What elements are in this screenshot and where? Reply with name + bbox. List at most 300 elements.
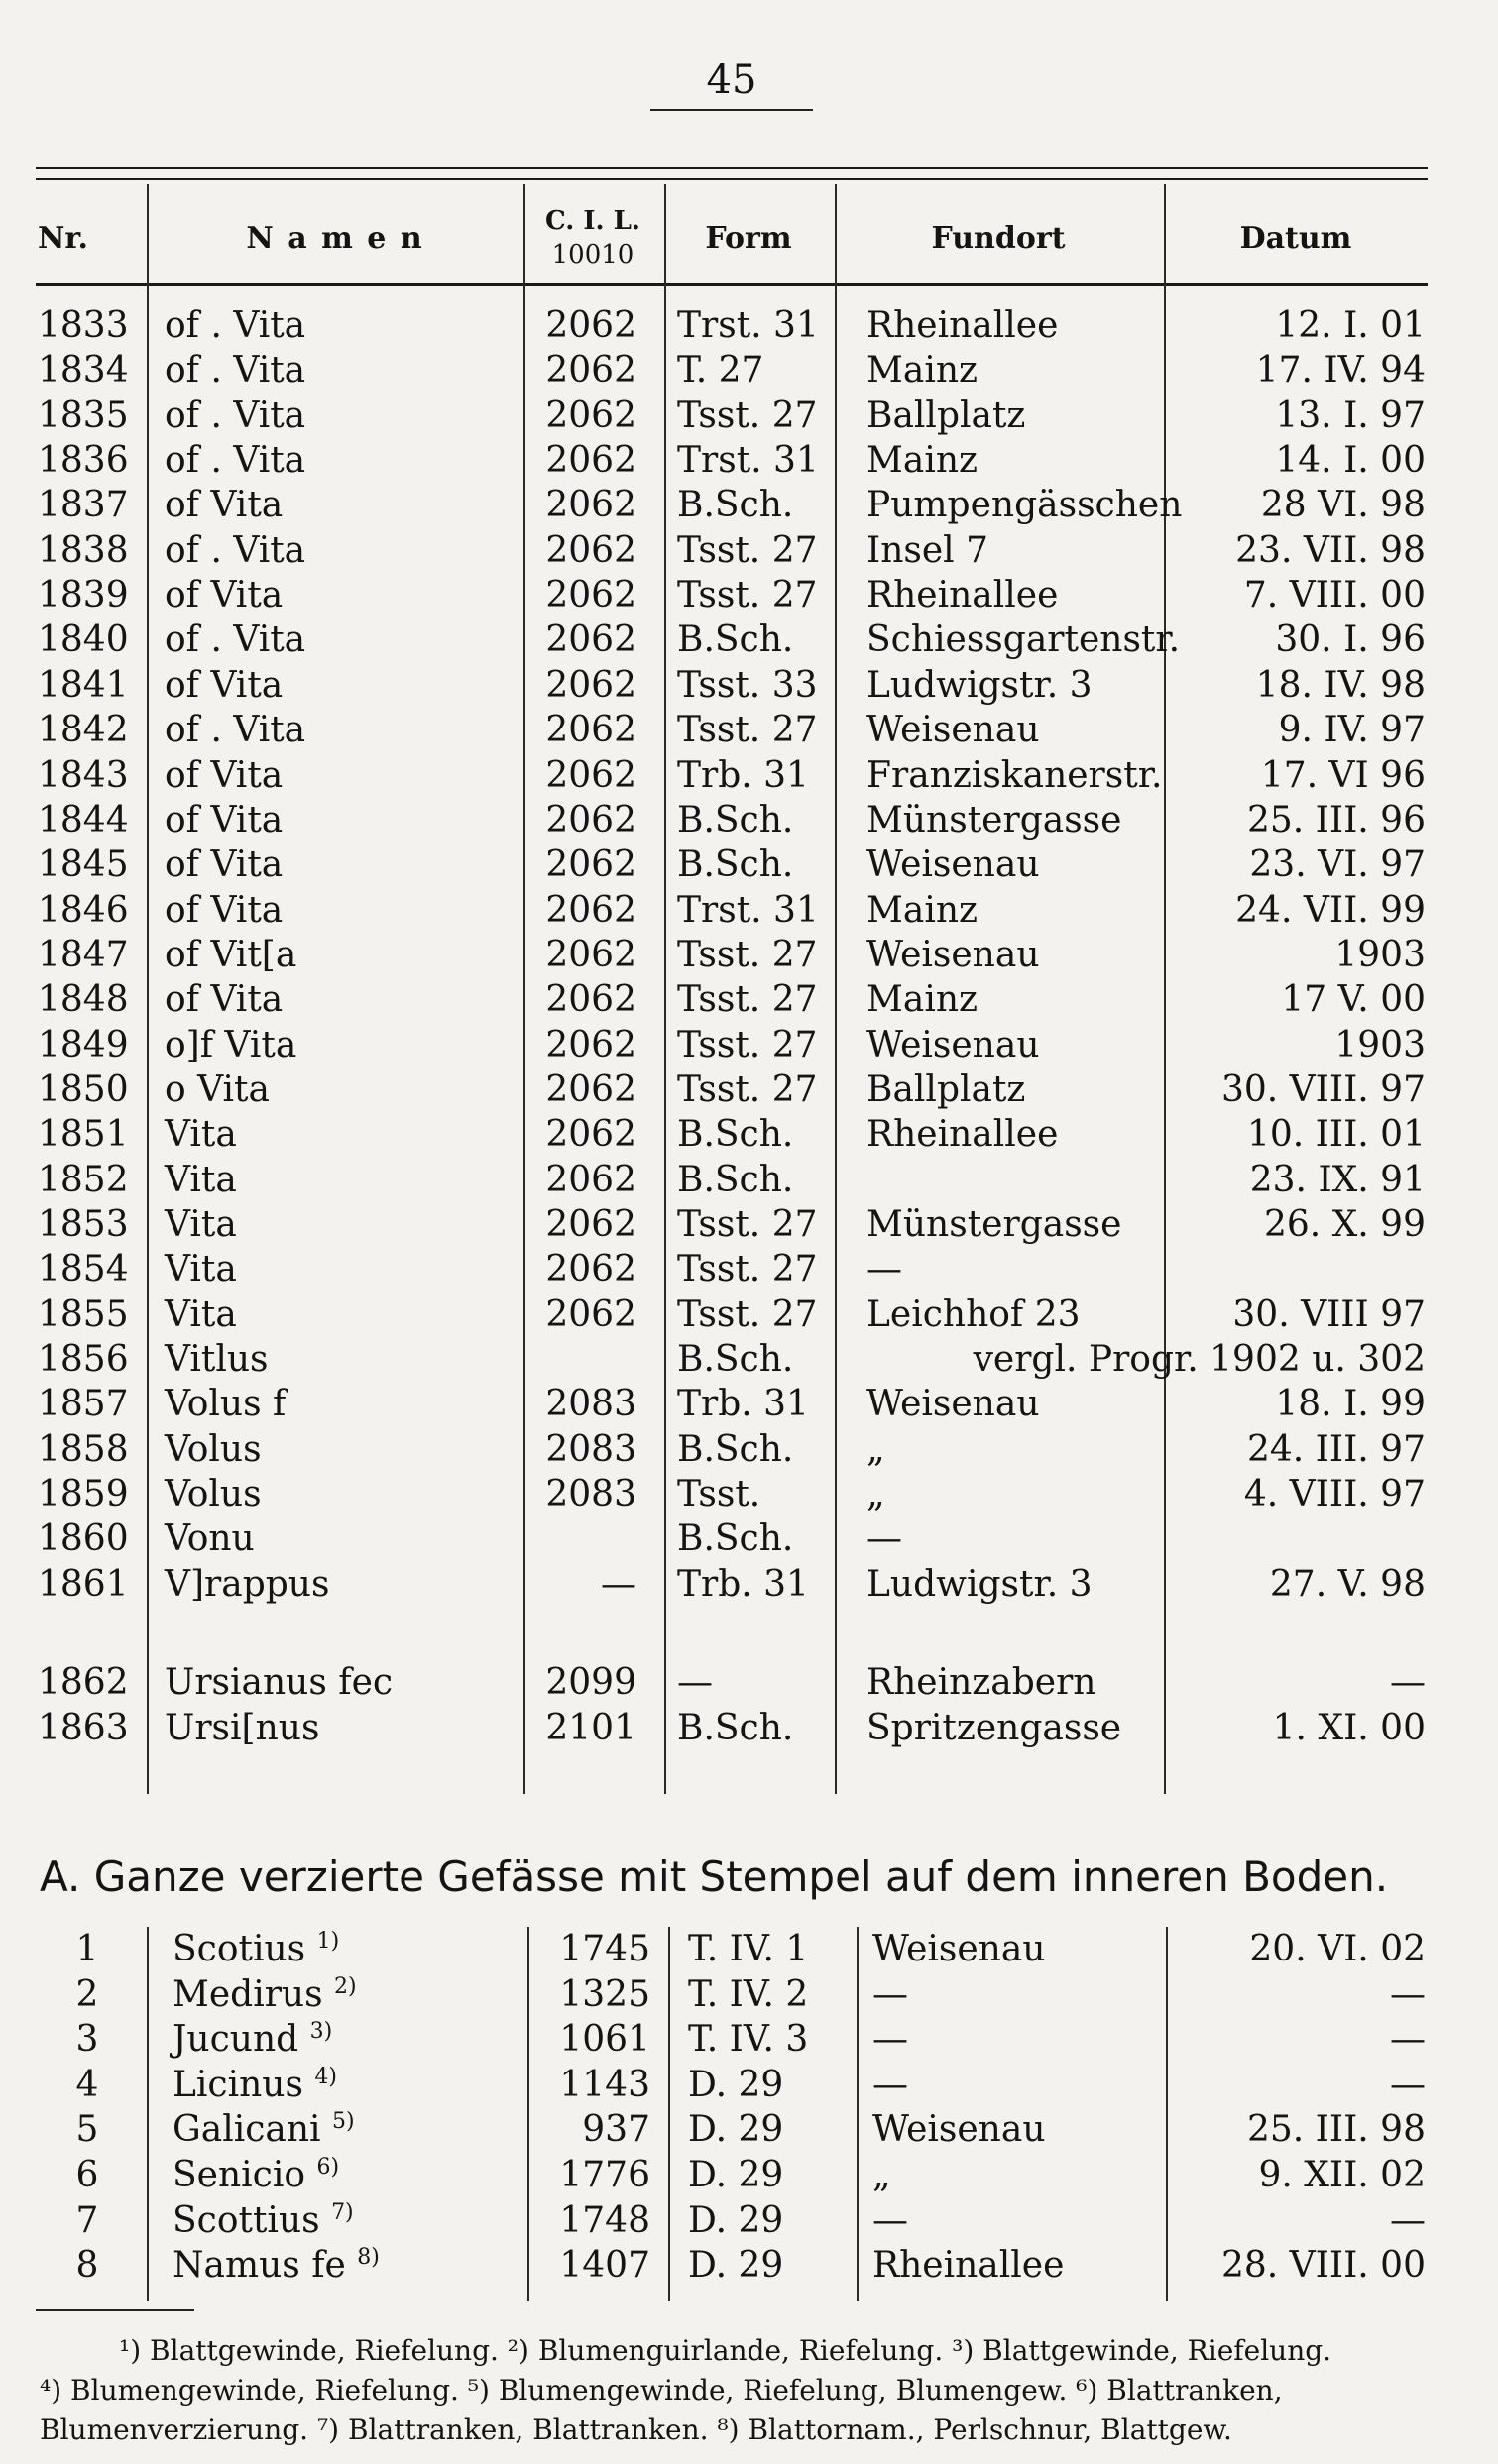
table-row	[0, 303, 1498, 348]
find-date: 30. VIII 97	[1232, 1293, 1426, 1335]
vessel-form: T. 27	[677, 350, 764, 392]
row-number: 1854	[38, 1249, 129, 1290]
vessel-form: Tsst.	[677, 1474, 761, 1515]
find-location: „	[866, 1428, 885, 1470]
find-location: Leichhof 23	[866, 1293, 1081, 1335]
cil-number: 2062	[545, 575, 636, 616]
cil-number: 2062	[545, 710, 636, 751]
table-row	[0, 1023, 1498, 1067]
vessel-form: Tsst. 27	[677, 575, 818, 616]
cil-number: 2062	[545, 619, 636, 661]
footnote-marker: 6)	[316, 2155, 340, 2180]
footnote-marker: 1)	[316, 1929, 340, 1954]
row-number: 1857	[38, 1384, 129, 1425]
program-reference: vergl. Progr. 1902 u. 302	[973, 1339, 1426, 1381]
find-date: 26. X. 99	[1263, 1204, 1426, 1245]
footnote-marker: 7)	[331, 2199, 354, 2225]
section-title: A. Ganze verzierte Gefässe mit Stempel auf dem inneren Boden.	[40, 1852, 1389, 1901]
stamp-name: of . Vita	[165, 350, 306, 392]
cil-number: 1407	[559, 2245, 650, 2287]
stamp-name	[173, 2243, 529, 2288]
stamp-name: of Vita	[165, 844, 284, 886]
cil-number: 2062	[545, 979, 636, 1021]
table-row	[0, 1516, 1498, 1561]
find-location: Ballplatz	[866, 1068, 1026, 1110]
vessel-form: B.Sch.	[677, 1428, 794, 1470]
cil-number: 2062	[545, 529, 636, 571]
vessel-form: Tsst. 27	[677, 529, 818, 571]
table-row	[0, 2198, 1498, 2243]
vessel-form: Tsst. 33	[677, 664, 818, 706]
header-datum: Datum	[1239, 220, 1352, 256]
vessel-form: D. 29	[688, 2064, 784, 2105]
vessel-form: T. IV. 1	[688, 1929, 809, 1969]
find-location: Weisenau	[866, 934, 1040, 975]
vessel-form: T. IV. 2	[688, 1973, 809, 2015]
row-number: 1836	[38, 440, 129, 482]
row-number: 2	[75, 1973, 99, 2015]
find-location: Mainz	[866, 440, 978, 482]
cil-number: 2062	[545, 1114, 636, 1156]
table-row	[0, 1427, 1498, 1472]
find-date: 14. I. 00	[1275, 440, 1426, 482]
table-row	[0, 2153, 1498, 2197]
find-location: Mainz	[866, 979, 978, 1021]
find-location: Ludwigstr. 3	[866, 1563, 1093, 1605]
find-date: 10. III. 01	[1246, 1114, 1426, 1156]
stamp-name: of . Vita	[165, 394, 306, 436]
find-date: 17. IV. 94	[1255, 350, 1426, 392]
footnote-marker: 2)	[334, 1973, 357, 1999]
vessel-form: B.Sch.	[677, 1159, 794, 1200]
find-date: 24. VII. 99	[1235, 889, 1426, 931]
stamp-name	[173, 1927, 529, 1971]
find-date: 4. VIII. 97	[1243, 1474, 1426, 1515]
find-location: Münstergasse	[866, 1204, 1122, 1245]
find-date: 24. III. 97	[1246, 1428, 1426, 1470]
cil-number: 2083	[545, 1428, 636, 1470]
table-row	[0, 1382, 1498, 1426]
row-number: 1855	[38, 1293, 129, 1335]
header-cil	[523, 198, 662, 278]
find-date: 13. I. 97	[1275, 394, 1426, 436]
cil-number: 2062	[545, 799, 636, 840]
cil-number: 937	[582, 2109, 650, 2151]
table-row	[0, 798, 1498, 842]
cil-number: 1325	[559, 1973, 650, 2015]
row-number: 1844	[38, 799, 129, 840]
cil-number: 2062	[545, 440, 636, 482]
find-location: Schiessgartenstr.	[866, 619, 1181, 661]
row-number: 1834	[38, 350, 129, 392]
row-number: 1847	[38, 934, 129, 975]
find-date: —	[1390, 2064, 1426, 2105]
find-location: „	[866, 1474, 885, 1515]
vessel-form: Tsst. 27	[677, 1068, 818, 1110]
row-number: 1840	[38, 619, 129, 661]
find-location: Ludwigstr. 3	[866, 664, 1093, 706]
cil-number: 2083	[545, 1474, 636, 1515]
table-row	[0, 1292, 1498, 1337]
table-row	[0, 2107, 1498, 2152]
cil-number: 2062	[545, 1293, 636, 1335]
cil-number: 2062	[545, 1204, 636, 1245]
table-row	[0, 1247, 1498, 1291]
table-row	[0, 2017, 1498, 2062]
find-location: Rheinallee	[872, 2245, 1065, 2287]
stamp-name: of . Vita	[165, 305, 306, 346]
row-number: 1856	[38, 1339, 129, 1381]
vessel-form: B.Sch.	[677, 1518, 794, 1560]
find-date: 23. VI. 97	[1249, 844, 1426, 886]
stamp-name-text: Galicani	[173, 2109, 321, 2151]
stamp-name: V]rappus	[165, 1563, 330, 1605]
stamp-name: of . Vita	[165, 529, 306, 571]
cil-number: 2099	[545, 1662, 636, 1704]
cil-number: 2062	[545, 1068, 636, 1110]
vessel-form: Tsst. 27	[677, 934, 818, 975]
find-date: 1. XI. 00	[1272, 1707, 1426, 1748]
find-date: 30. VIII. 97	[1220, 1068, 1426, 1110]
table-row	[0, 348, 1498, 392]
stamp-name: Vita	[165, 1293, 237, 1335]
stamp-name: of Vita	[165, 979, 284, 1021]
table-row	[0, 1972, 1498, 2017]
cil-number: 2101	[545, 1707, 636, 1748]
table-row	[0, 2243, 1498, 2288]
stamp-name: of . Vita	[165, 440, 306, 482]
row-number: 1835	[38, 394, 129, 436]
row-number: 1849	[38, 1024, 129, 1065]
row-number: 6	[75, 2155, 99, 2195]
table-row	[0, 977, 1498, 1022]
table-row	[0, 1927, 1498, 1971]
stamp-name: of Vita	[165, 754, 284, 796]
find-date: —	[1390, 2019, 1426, 2061]
cil-number: 2083	[545, 1384, 636, 1425]
table-row	[0, 573, 1498, 617]
cil-number: 2062	[545, 1024, 636, 1065]
vessel-form: B.Sch.	[677, 799, 794, 840]
stamp-name	[173, 2017, 529, 2062]
header-nr: Nr.	[38, 220, 88, 256]
row-number: 4	[75, 2064, 99, 2105]
stamp-name	[173, 2153, 529, 2197]
vessel-form: Trst. 31	[677, 889, 819, 931]
find-location: Ballplatz	[866, 394, 1026, 436]
table-row	[0, 1112, 1498, 1157]
vessel-form: D. 29	[688, 2155, 784, 2195]
find-date: 27. V. 98	[1269, 1563, 1426, 1605]
stamp-name: Ursi[nus	[165, 1707, 320, 1748]
cil-number: 2062	[545, 844, 636, 886]
cil-number: —	[601, 1563, 636, 1605]
footnotes	[40, 2331, 1438, 2450]
find-location: —	[872, 2019, 908, 2061]
header-namen: N a m e n	[246, 220, 424, 256]
vessel-form: B.Sch.	[677, 1707, 794, 1748]
cil-number: 2062	[545, 664, 636, 706]
vessel-form: Trb. 31	[677, 1563, 809, 1605]
footnote-marker: 3)	[309, 2019, 333, 2045]
stamp-name-text: Jucund	[173, 2019, 299, 2061]
find-location: Weisenau	[866, 1384, 1040, 1425]
cil-number: 2062	[545, 1249, 636, 1290]
row-number: 1860	[38, 1518, 129, 1560]
vessel-form: Tsst. 27	[677, 1024, 818, 1065]
vessel-form: D. 29	[688, 2199, 784, 2241]
row-number: 1842	[38, 710, 129, 751]
stamp-name: Vitlus	[165, 1339, 269, 1381]
cil-number: 2062	[545, 350, 636, 392]
stamp-name	[173, 2198, 529, 2243]
stamp-name: of Vita	[165, 664, 284, 706]
stamp-name: o]f Vita	[165, 1024, 297, 1065]
row-number: 1	[75, 1929, 99, 1969]
table-row	[0, 888, 1498, 933]
find-location: —	[866, 1249, 902, 1290]
vessel-form: B.Sch.	[677, 1114, 794, 1156]
stamp-name: Vonu	[165, 1518, 255, 1560]
stamp-name: of Vita	[165, 575, 284, 616]
table-row	[0, 617, 1498, 662]
find-location: Pumpengässchen	[866, 485, 1183, 526]
stamp-name: Ursianus fec	[165, 1662, 394, 1704]
find-location: Rheinallee	[866, 575, 1059, 616]
find-location: „	[872, 2155, 891, 2195]
row-number: 1846	[38, 889, 129, 931]
vessel-form: Trb. 31	[677, 1384, 809, 1425]
find-location: —	[866, 1518, 902, 1560]
find-date: 30. I. 96	[1275, 619, 1426, 661]
table-row	[0, 1562, 1498, 1607]
vessel-form: Tsst. 27	[677, 1293, 818, 1335]
find-location: Insel 7	[866, 529, 989, 571]
page-number: 45	[706, 57, 757, 103]
stamp-name	[173, 1972, 529, 2017]
table-row	[0, 933, 1498, 977]
row-number: 3	[75, 2019, 99, 2061]
stamp-name	[173, 2107, 529, 2152]
stamp-name: Vita	[165, 1159, 237, 1200]
vessel-form: B.Sch.	[677, 1339, 794, 1381]
find-date: 20. VI. 02	[1249, 1929, 1426, 1969]
row-number: 1858	[38, 1428, 129, 1470]
find-location: Rheinallee	[866, 1114, 1059, 1156]
row-number: 1838	[38, 529, 129, 571]
cil-number: 2062	[545, 394, 636, 436]
stamp-name: of Vita	[165, 799, 284, 840]
find-date: 9. XII. 02	[1258, 2155, 1426, 2195]
row-number: 1833	[38, 305, 129, 346]
find-location: —	[872, 2199, 908, 2241]
table-row	[0, 708, 1498, 752]
row-number: 7	[75, 2199, 99, 2241]
page-number-rule	[650, 109, 813, 111]
cil-number: 1745	[559, 1929, 650, 1969]
table-row	[0, 1202, 1498, 1247]
stamp-name-text: Scottius	[173, 2199, 320, 2241]
stamp-name-text: Senicio	[173, 2155, 306, 2195]
cil-number: 2062	[545, 305, 636, 346]
table-row	[0, 393, 1498, 438]
footnote-rule	[36, 2309, 194, 2311]
find-date: 7. VIII. 00	[1243, 575, 1426, 616]
row-number: 1841	[38, 664, 129, 706]
row-number: 1852	[38, 1159, 129, 1200]
stamp-name: of . Vita	[165, 619, 306, 661]
vessel-form: B.Sch.	[677, 844, 794, 886]
find-date: 23. VII. 98	[1235, 529, 1426, 571]
vessel-form: B.Sch.	[677, 485, 794, 526]
header-cil-bottom: 10010	[551, 240, 634, 270]
row-number: 1859	[38, 1474, 129, 1515]
vessel-form: B.Sch.	[677, 619, 794, 661]
stamp-name: Volus f	[165, 1384, 287, 1425]
table-row	[0, 483, 1498, 527]
find-date: 18. IV. 98	[1255, 664, 1426, 706]
vessel-form: Trst. 31	[677, 440, 819, 482]
stamp-name: of Vit[a	[165, 934, 297, 975]
row-number: 1853	[38, 1204, 129, 1245]
table-row	[0, 1660, 1498, 1705]
find-location: Mainz	[866, 889, 978, 931]
vessel-form: D. 29	[688, 2245, 784, 2287]
find-date: 25. III. 98	[1246, 2109, 1426, 2151]
row-number: 1850	[38, 1068, 129, 1110]
row-number: 5	[75, 2109, 99, 2151]
row-number: 1837	[38, 485, 129, 526]
header-cil-top: C. I. L.	[545, 206, 640, 236]
footnote-marker: 5)	[332, 2109, 355, 2135]
row-number: 1851	[38, 1114, 129, 1156]
row-number: 1845	[38, 844, 129, 886]
stamp-name: Vita	[165, 1114, 237, 1156]
find-date: 1903	[1334, 934, 1426, 975]
find-date: 17. VI 96	[1260, 754, 1426, 796]
header-bottom-rule	[36, 283, 1428, 286]
find-location: Spritzengasse	[866, 1707, 1122, 1748]
row-number: 1861	[38, 1563, 129, 1605]
table-row	[0, 663, 1498, 708]
find-date: 18. I. 99	[1275, 1384, 1426, 1425]
find-date: —	[1390, 1662, 1426, 1704]
table-row	[0, 2063, 1498, 2107]
table-row	[0, 438, 1498, 483]
find-date: —	[1390, 2199, 1426, 2241]
vessel-form: Trb. 31	[677, 754, 809, 796]
row-number: 1863	[38, 1707, 129, 1748]
row-number: 8	[75, 2245, 99, 2287]
footnote-line: ¹) Blattgewinde, Riefelung. ²) Blumenguirlande, Riefelung. ³) Blattgewinde, Riefelung.	[119, 2334, 1332, 2367]
find-location: Rheinzabern	[866, 1662, 1096, 1704]
cil-number: 1748	[559, 2199, 650, 2241]
find-location: Franziskanerstr.	[866, 754, 1163, 796]
stamp-name-text: Licinus	[173, 2064, 303, 2105]
footnote-marker: 8)	[357, 2245, 380, 2271]
row-number: 1843	[38, 754, 129, 796]
find-date: 12. I. 01	[1275, 305, 1426, 346]
stamp-name: Volus	[165, 1428, 262, 1470]
stamp-name: o Vita	[165, 1068, 270, 1110]
table-row	[0, 753, 1498, 798]
vessel-form: T. IV. 3	[688, 2019, 809, 2061]
find-location: —	[872, 1973, 908, 2015]
cil-number: 2062	[545, 485, 636, 526]
stamp-name: of Vita	[165, 485, 284, 526]
table-row	[0, 1337, 1498, 1382]
vessel-form: Tsst. 27	[677, 979, 818, 1021]
find-date: 17 V. 00	[1281, 979, 1426, 1021]
find-location: Weisenau	[866, 710, 1040, 751]
find-location: Münstergasse	[866, 799, 1122, 840]
find-location: Weisenau	[872, 2109, 1046, 2151]
footnote-line: ⁴) Blumengewinde, Riefelung. ⁵) Blumengewinde, Riefelung, Blumengew. ⁶) Blattranken,	[40, 2374, 1283, 2407]
vessel-form: Tsst. 27	[677, 1204, 818, 1245]
find-date: 28 VI. 98	[1260, 485, 1426, 526]
cil-number: 2062	[545, 889, 636, 931]
find-location: Weisenau	[872, 1929, 1046, 1969]
find-date: 1903	[1334, 1024, 1426, 1065]
find-location: Weisenau	[866, 1024, 1040, 1065]
footnote-line: Blumenverzierung. ⁷) Blattranken, Blattranken. ⁸) Blattornam., Perlschnur, Blattgew.	[40, 2413, 1232, 2446]
vessel-form: Tsst. 27	[677, 394, 818, 436]
vessel-form: Tsst. 27	[677, 1249, 818, 1290]
find-location: Mainz	[866, 350, 978, 392]
row-number: 1839	[38, 575, 129, 616]
vessel-form: Tsst. 27	[677, 710, 818, 751]
cil-number: 2062	[545, 934, 636, 975]
footnote-marker: 4)	[314, 2064, 337, 2089]
stamp-name: of . Vita	[165, 710, 306, 751]
vessel-form: —	[677, 1662, 713, 1704]
find-location: Rheinallee	[866, 305, 1059, 346]
table-row	[0, 1706, 1498, 1750]
table-top-rule	[36, 167, 1428, 169]
header-form: Form	[705, 220, 792, 256]
stamp-name-text: Medirus	[173, 1973, 323, 2015]
row-number: 1862	[38, 1662, 129, 1704]
stamp-name-text: Scotius	[173, 1929, 306, 1969]
stamp-name: Vita	[165, 1204, 237, 1245]
header-fundort: Fundort	[931, 220, 1066, 256]
stamp-name-text: Namus fe	[173, 2245, 346, 2287]
stamp-name: of Vita	[165, 889, 284, 931]
cil-number: 1143	[559, 2064, 650, 2105]
stamp-name	[173, 2063, 529, 2107]
stamp-name: Volus	[165, 1474, 262, 1515]
cil-number: 1776	[559, 2155, 650, 2195]
find-date: —	[1390, 1973, 1426, 2015]
table-row	[0, 842, 1498, 887]
vessel-form: Trst. 31	[677, 305, 819, 346]
row-number: 1848	[38, 979, 129, 1021]
find-date: 28. VIII. 00	[1220, 2245, 1426, 2287]
find-date: 25. III. 96	[1246, 799, 1426, 840]
vessel-form: D. 29	[688, 2109, 784, 2151]
table-row	[0, 1158, 1498, 1202]
cil-number: 2062	[545, 1159, 636, 1200]
find-location: Weisenau	[866, 844, 1040, 886]
find-date: 23. IX. 91	[1249, 1159, 1426, 1200]
table-top-rule-inner	[36, 178, 1428, 180]
find-location: —	[872, 2064, 908, 2105]
cil-number: 2062	[545, 754, 636, 796]
cil-number: 1061	[559, 2019, 650, 2061]
table-row	[0, 1067, 1498, 1112]
table-row	[0, 528, 1498, 573]
find-date: 9. IV. 97	[1278, 710, 1426, 751]
